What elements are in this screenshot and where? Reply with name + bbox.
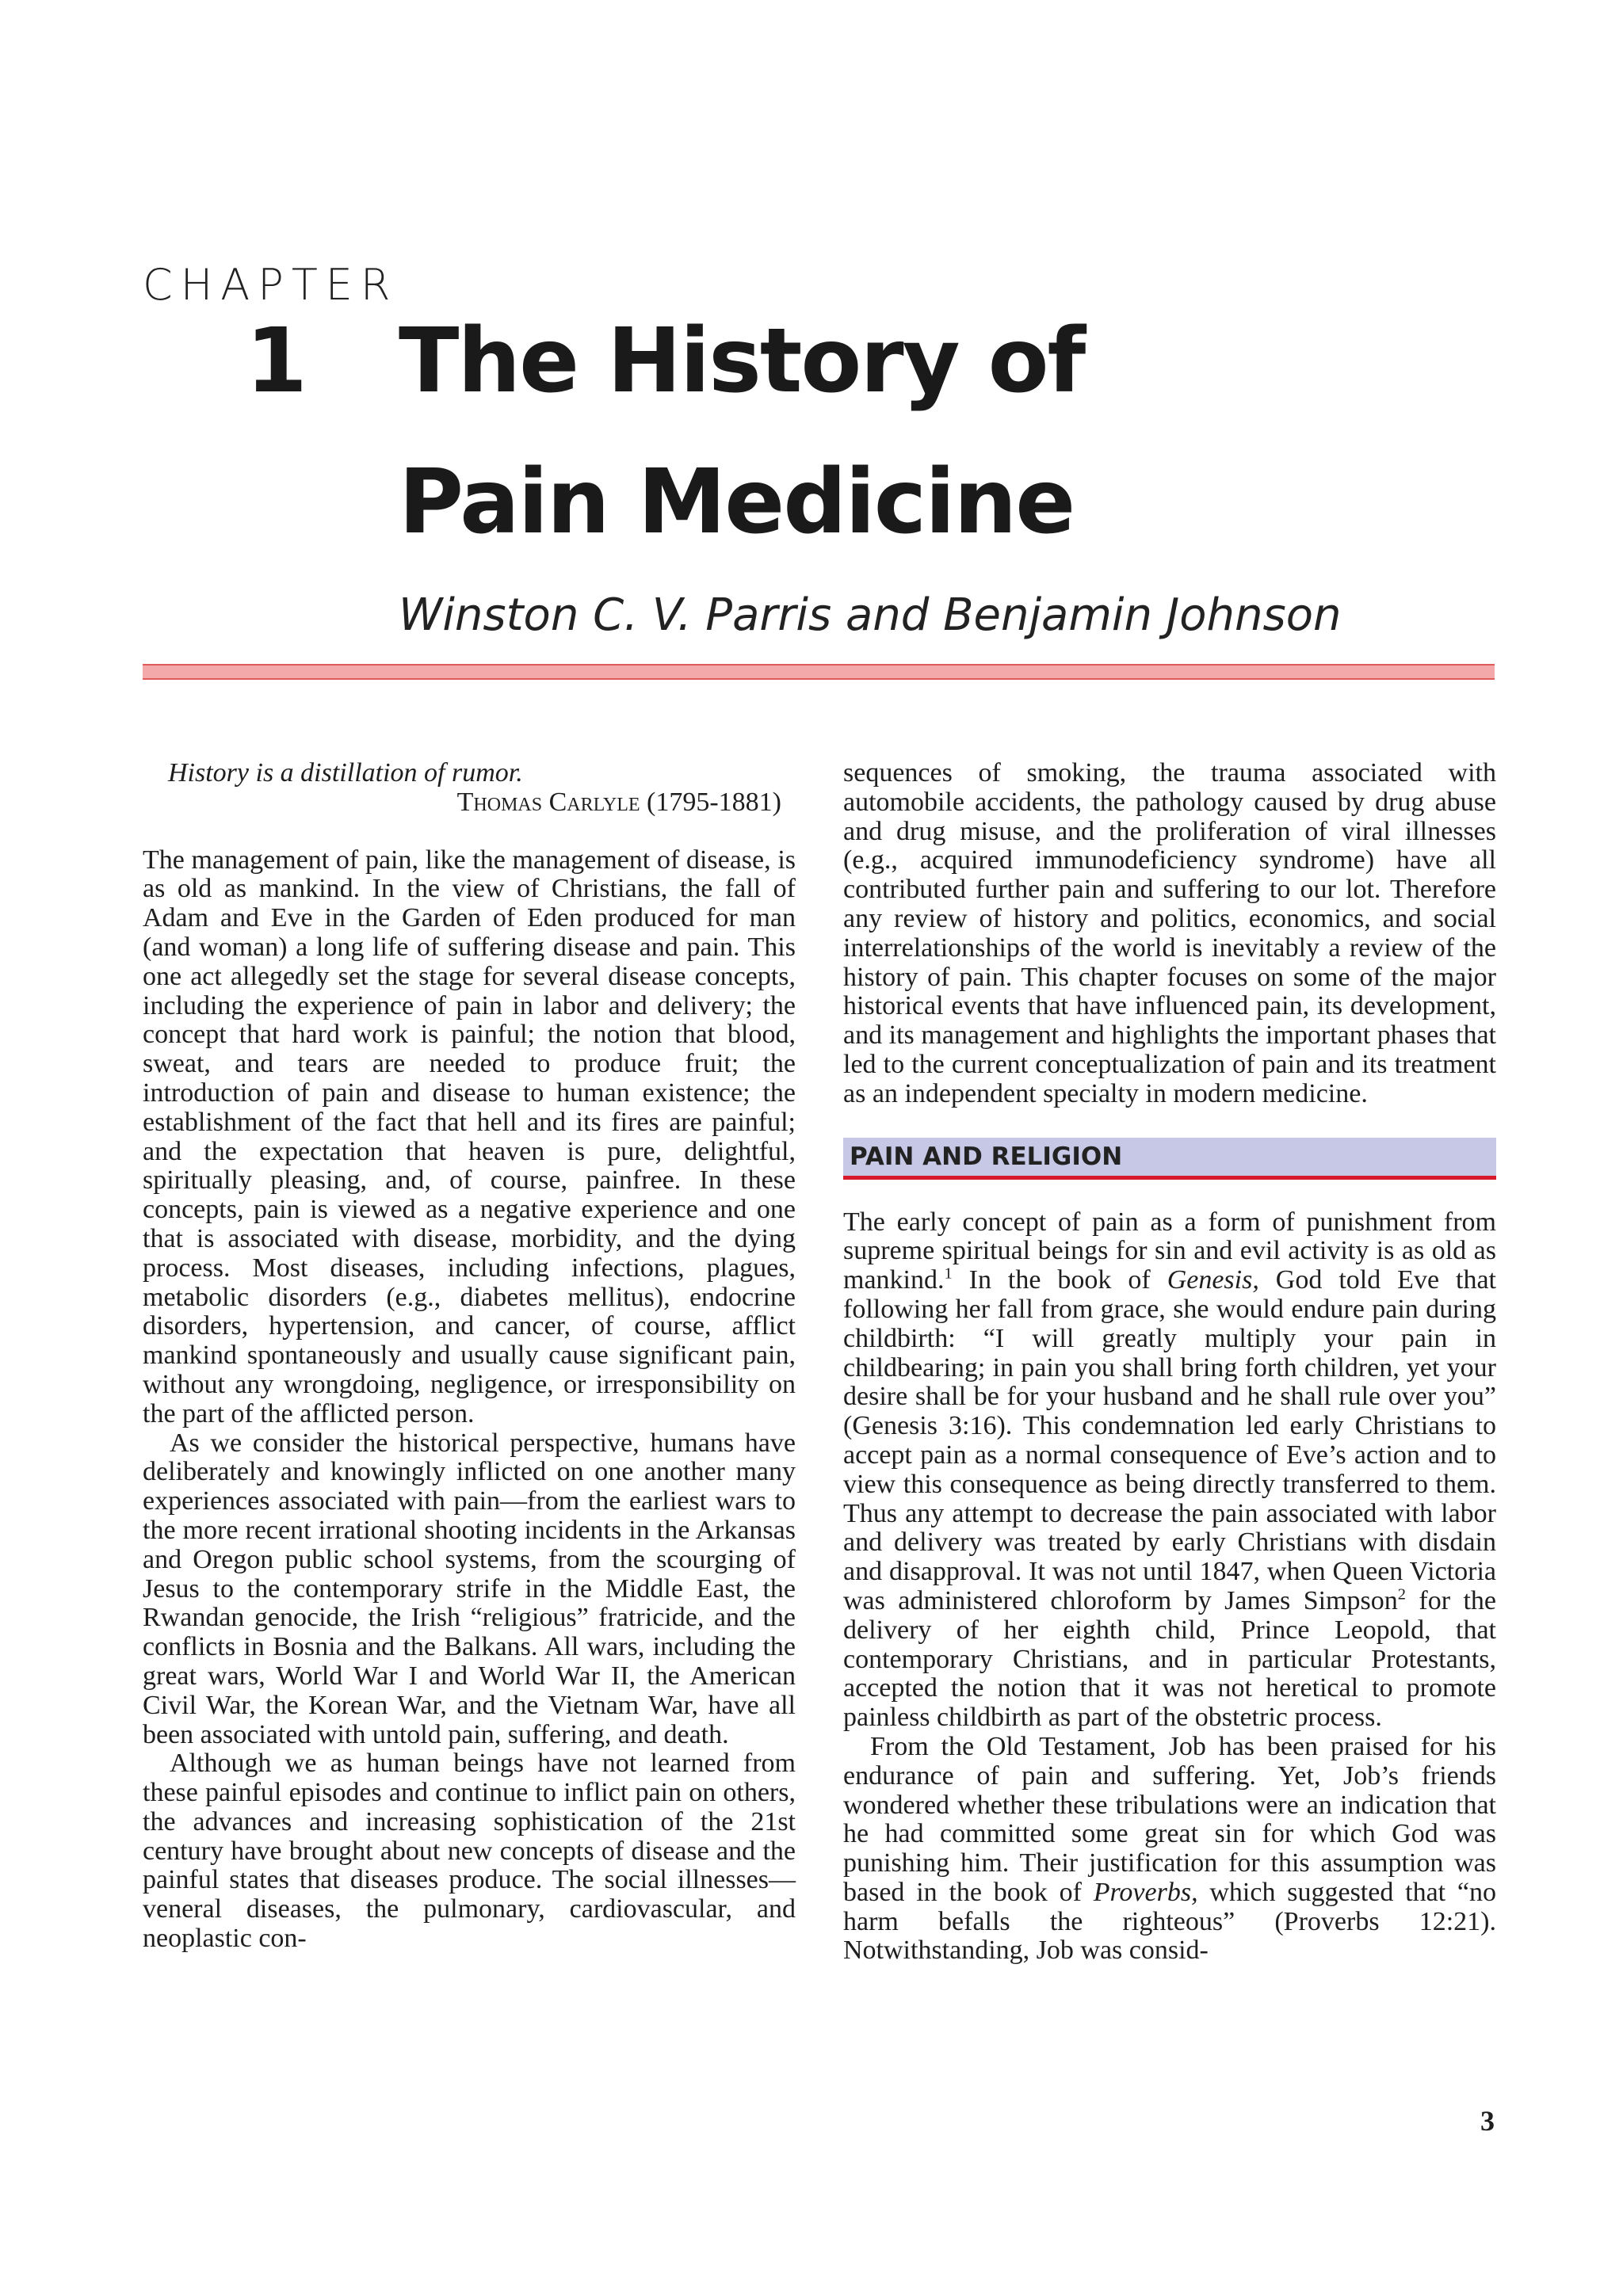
paragraph xyxy=(843,1733,1496,1966)
book-title: Proverbs, xyxy=(1093,1877,1198,1907)
text-run: The early concept of pain as a form of punishment from supreme spiritual beings for sin and evil activity is as old as mankind. xyxy=(843,1207,1496,1295)
paragraph xyxy=(843,1208,1496,1733)
paragraph: The management of pain, like the management of disease, is as old as mankind. In the view of Christians, the fall of Adam and Eve in the Garden of Eden produced for man (and woman) a long life of suffering disease and pain. This one act allegedly set the stage for several disease concepts, including the experience of pain in labor and delivery; the concept that hard work is painful; the notion that blood, sweat, and tears are needed to produce fruit; the introduction of pain and disease to human existence; the establishment of the fact that hell and its fires are painful; and the expectation that heaven is pure, delightful, spiritually pleasing, and, of course, painfree. In these concepts, pain is viewed as a negative experience and one that is associated with disease, morbidity, and the dying process. Most diseases, including infections, plagues, metabolic disorders (e.g., diabetes mellitus), endocrine disorders, hypertension, and cancer, of course, afflict mankind spontaneously and usually cause significant pain, without any wrongdoing, negligence, or irresponsibility on the part of the afflicted person. xyxy=(143,845,796,1428)
left-column xyxy=(143,759,796,1954)
page-number: 3 xyxy=(1480,2105,1495,2137)
paragraph: As we consider the historical perspective, humans have deliberately and knowingly inflicted on one another many experiences associated with pain—from the earliest wars to the more recent irrational shooting incidents in the Arkansas and Oregon public school systems, from the scourging of Jesus to the contemporary strife in the Middle East, the Rwandan genocide, the Irish “religious” fratricide, and the conflicts in Bosnia and the Balkans. All wars, including the great wars, World War I and World War II, the American Civil War, the Korean War, and the Vietnam War, have all been associated with untold pain, suffering, and death. xyxy=(143,1428,796,1749)
book-title: Genesis, xyxy=(1167,1265,1259,1295)
chapter-number: 1 xyxy=(246,310,307,413)
chapter-label: CHAPTER xyxy=(143,260,399,310)
epigraph-attribution xyxy=(143,788,796,818)
chapter-authors: Winston C. V. Parris and Benjamin Johnson xyxy=(399,589,1342,641)
chapter-title-line-1: The History of xyxy=(399,310,1085,413)
paragraph: Although we as human beings have not learned from these painful episodes and continue to inflict pain on others, the advances and increasing sophistication of the 21st century have brought about new concepts of disease and the painful states that diseases produce. The social illnesses—veneral diseases, the pulmonary, cardiovascular, and neoplastic con- xyxy=(143,1749,796,1954)
epigraph-years: (1795-1881) xyxy=(647,787,781,817)
chapter-title xyxy=(399,310,1085,599)
epigraph-quote: History is a distillation of rumor. xyxy=(168,758,523,788)
right-column xyxy=(843,759,1496,1966)
section-heading: PAIN AND RELIGION xyxy=(843,1138,1496,1180)
reference-mark: 1 xyxy=(944,1264,953,1283)
epigraph-author: Thomas Carlyle xyxy=(456,787,640,817)
epigraph xyxy=(143,759,796,818)
chapter-title-line-2: Pain Medicine xyxy=(399,451,1075,554)
text-run: for the delivery of her eighth child, Prince Leopold, that contemporary Christians, and in particular Protestants, accepted the notion that it was not heretical to promote painless childbirth as part of the obstetric process. xyxy=(843,1585,1497,1733)
text-run: God told Eve that following her fall from grace, she would endure pain during childbirth: “I will greatly multiply your pain in childbearing; in pain you shall bring forth children, yet your desire shall be for your husband and he shall rule over you” (Genesis 3:16). This condemnation led early Christians to accept pain as a normal consequence of Eve’s action and to view this consequence as being directly transferred to them. Thus any attempt to decrease the pain associated with labor and delivery was treated by early Christians with disdain and disapproval. It was not until 1847, when Queen Victoria was administered chloroform by James Simpson xyxy=(843,1265,1496,1615)
text-run: From the Old Testament, Job has been praised for his endurance of pain and suffering. Yet, Job’s friends wondered whether these tribulations were an indication that he had committed some great sin for which God was punishing him. Their justification for this assumption was based in the book of xyxy=(843,1731,1496,1907)
text-run: which suggested that “no harm befalls the righteous” (Proverbs 12:21). Notwithstanding, Job was consid- xyxy=(843,1877,1497,1966)
text-run: In the book of xyxy=(952,1265,1167,1295)
header-divider xyxy=(143,664,1495,680)
reference-mark: 2 xyxy=(1397,1585,1406,1604)
paragraph: sequences of smoking, the trauma associated with automobile accidents, the pathology caused by drug abuse and drug misuse, and the proliferation of viral illnesses (e.g., acquired immunodeficiency syndrome) have all contributed further pain and suffering to our lot. Therefore any review of history and politics, economics, and social interrelationships of the world is inevitably a review of the history of pain. This chapter focuses on some of the major historical events that have influenced pain, its development, and its management and highlights the important phases that led to the current conceptualization of pain and its treatment as an independent specialty in modern medicine. xyxy=(843,758,1496,1108)
